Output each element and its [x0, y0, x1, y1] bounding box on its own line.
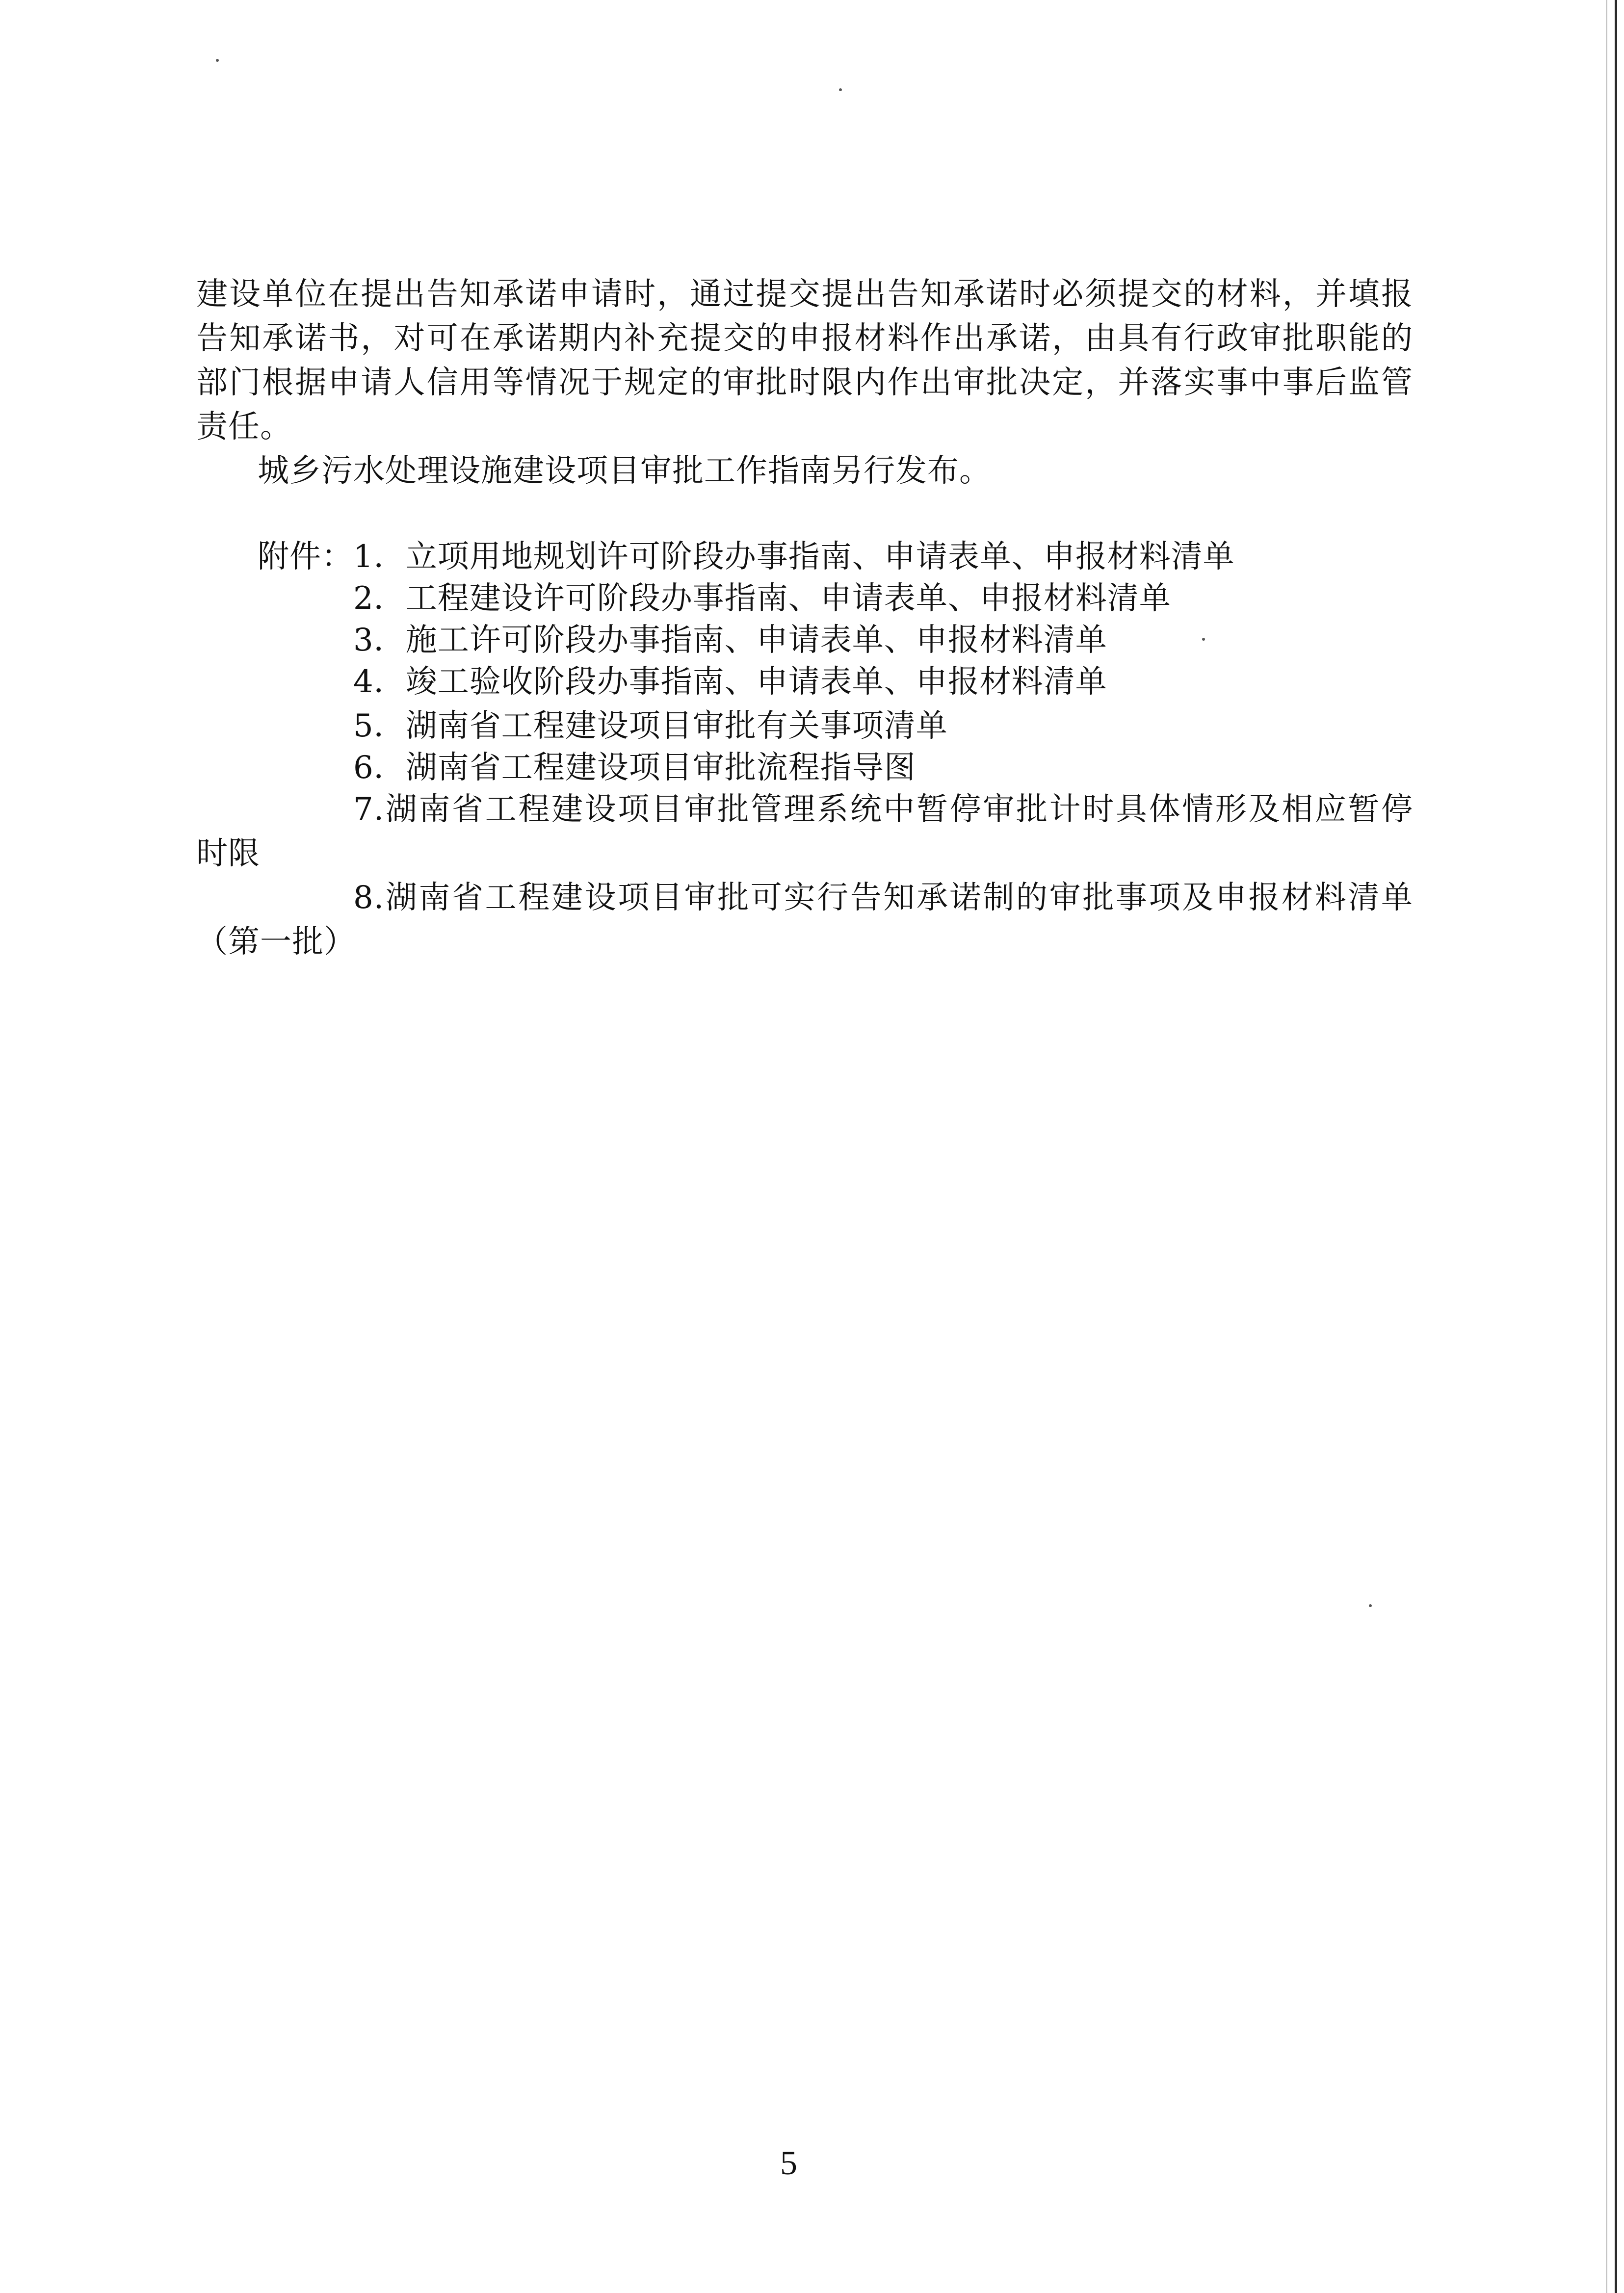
scan-speck	[1202, 638, 1205, 641]
scan-edge-border	[1615, 0, 1617, 2293]
attachment-item-7-line-2: 时限	[196, 835, 260, 872]
scan-speck	[839, 88, 842, 91]
attachments-label: 附件：	[258, 539, 353, 575]
attachment-item-7-line-1: 7.湖南省工程建设项目审批管理系统中暂停审批计时具体情形及相应暂停	[353, 791, 1413, 828]
page-number: 5	[780, 2144, 797, 2182]
attachment-item-5: 5．湖南省工程建设项目审批有关事项清单	[353, 708, 948, 744]
attachment-item-6: 6．湖南省工程建设项目审批流程指导图	[353, 750, 916, 786]
scan-speck	[1369, 1604, 1372, 1607]
attachment-item-8-line-1: 8.湖南省工程建设项目审批可实行告知承诺制的审批事项及申报材料清单	[353, 880, 1413, 916]
attachment-item-4: 4．竣工验收阶段办事指南、申请表单、申报材料清单	[353, 664, 1107, 700]
scan-edge-shadow	[1606, 0, 1607, 2293]
paragraph-1-line-4: 责任。	[196, 409, 292, 445]
paragraph-2: 城乡污水处理设施建设项目审批工作指南另行发布。	[258, 453, 991, 489]
paragraph-1-line-3: 部门根据申请人信用等情况于规定的审批时限内作出审批决定，并落实事中事后监管	[196, 365, 1413, 401]
attachment-item-2: 2．工程建设许可阶段办事指南、申请表单、申报材料清单	[353, 580, 1171, 617]
paragraph-1-line-1: 建设单位在提出告知承诺申请时，通过提交提出告知承诺时必须提交的材料，并填报	[196, 276, 1413, 313]
paragraph-1-line-2: 告知承诺书，对可在承诺期内补充提交的申报材料作出承诺，由具有行政审批职能的	[196, 320, 1413, 357]
scan-speck	[216, 59, 219, 62]
attachment-item-1: 1．立项用地规划许可阶段办事指南、申请表单、申报材料清单	[353, 539, 1235, 575]
attachment-item-3: 3．施工许可阶段办事指南、申请表单、申报材料清单	[353, 622, 1107, 658]
attachment-item-8-line-2: （第一批）	[196, 924, 356, 960]
